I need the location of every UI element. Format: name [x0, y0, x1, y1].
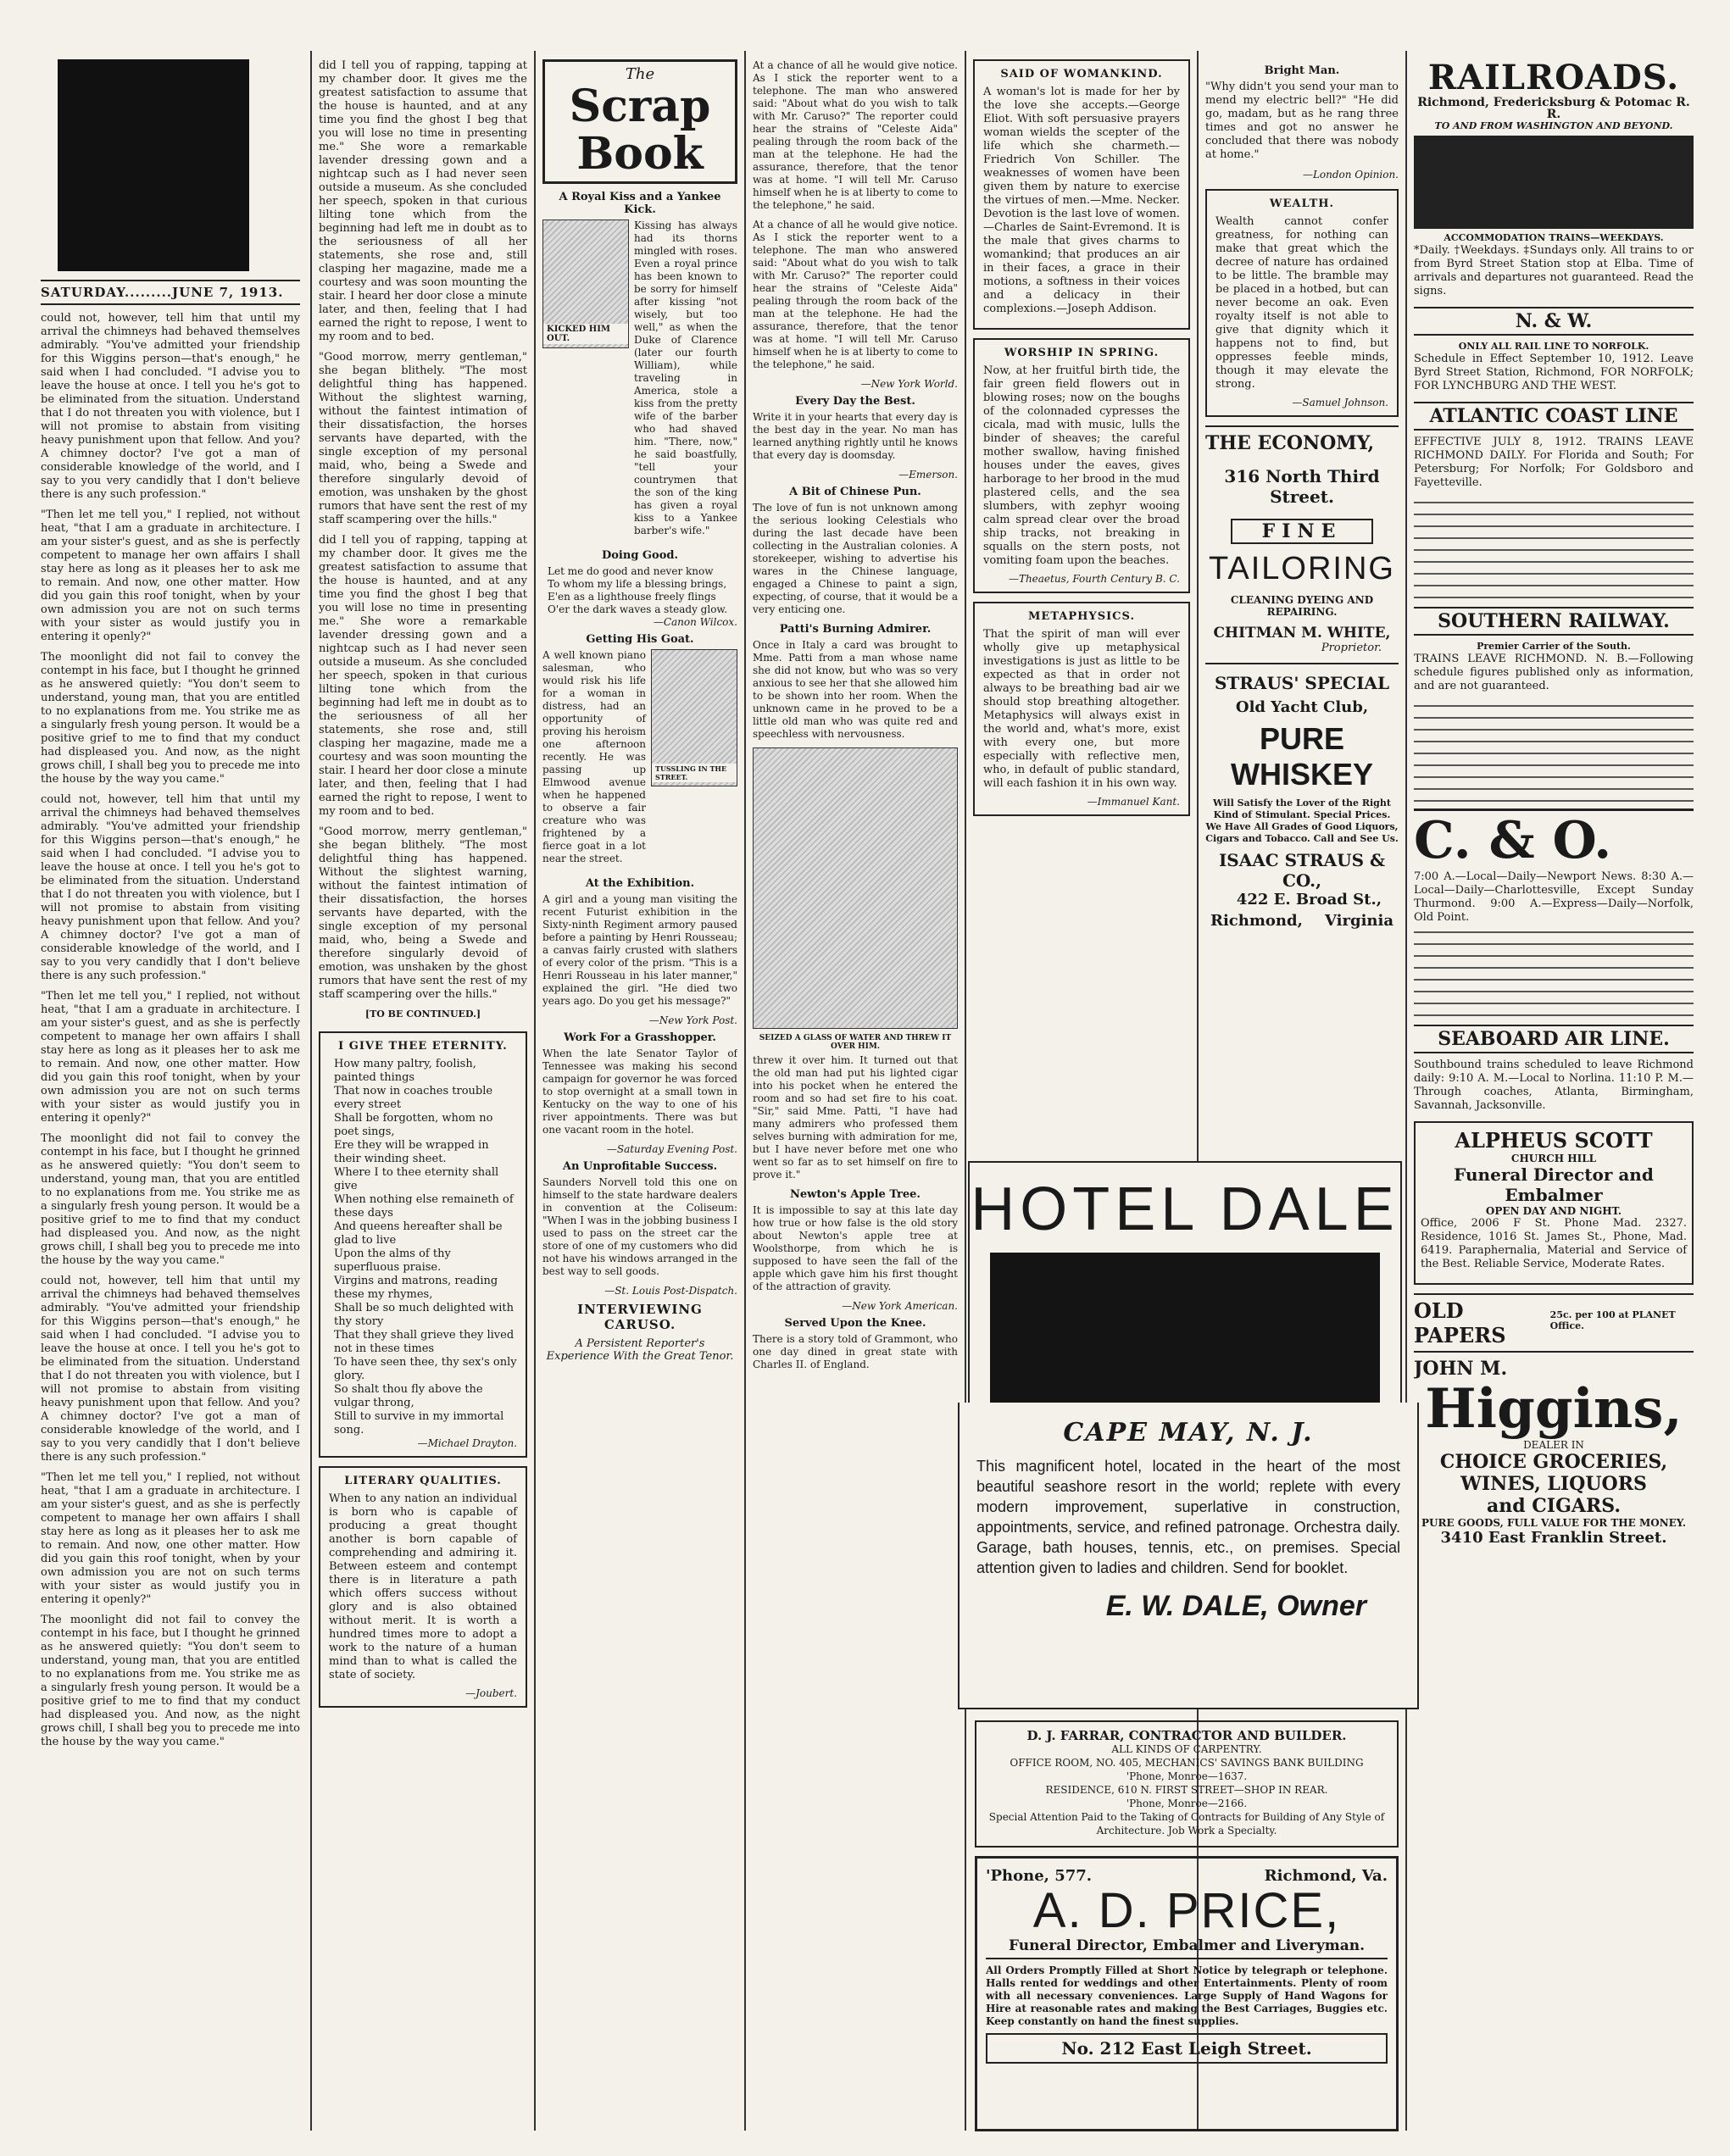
- article-headline: Served Upon the Knee.: [784, 1317, 926, 1330]
- article-text: Saunders Norvell told this one on himself to the state hardware dealers in convention at the Coliseum: "When I was in the jobbing business I used to pass on the street car the store of one of my customers who did not have his windows arranged in the best way to sell goods.: [542, 1176, 737, 1277]
- price-name: A. D. PRICE,: [1032, 1883, 1341, 1938]
- sal-heading: SEABOARD AIR LINE.: [1414, 1025, 1694, 1053]
- hotel-name: HOTEL DALE: [971, 1175, 1399, 1243]
- rfp-name: Richmond, Fredericksburg & Potomac R. R.: [1417, 96, 1690, 121]
- alpheus-text: Office, 2006 F St. Phone Mad. 2327. Residence, 1016 St. James St., Phone, Mad. 6419. Paraphernalia, Material and Service of the Best. Reliable Service, Moderate Rates.: [1421, 1217, 1687, 1270]
- illustration-kicked-him-out: [542, 219, 629, 348]
- pure-whiskey: PURE WHISKEY: [1230, 721, 1373, 792]
- column-rule: [965, 51, 966, 2131]
- illustration-patti: [753, 747, 958, 1029]
- farrar-line: 'Phone, Monroe—1637.: [1126, 1770, 1248, 1782]
- nw-text: Schedule in Effect September 10, 1912. Leave Byrd Street Station, Richmond, FOR NORFOLK; FOR LYNCHBURG AND THE WEST.: [1414, 353, 1694, 392]
- old-yacht-club: Old Yacht Club,: [1235, 698, 1369, 716]
- price-phone: 'Phone, 577.: [986, 1867, 1093, 1885]
- straus-ad: [1205, 663, 1399, 933]
- article-text: The love of fun is not unknown among the serious looking Celestials who during the last decade have been collecting in the Australian colonies. A storekeeper, wishing to advertise his wares in the Chinese language, engaged a Chinese to paint a sign, expecting, of course, that it would be a very enticing one.: [753, 502, 958, 615]
- straus-special: STRAUS' SPECIAL: [1214, 673, 1389, 693]
- article-attribution: —Saturday Evening Post.: [606, 1143, 737, 1155]
- illustration-tussling: [651, 649, 737, 786]
- article-text: When the late Senator Taylor of Tennessee was making his second campaign for governor he was forced to stop overnight at a small town in Kentucky on the way to one of his river appointments. There was but one vacant room in the hotel.: [542, 1047, 737, 1136]
- sal-text: Southbound trains scheduled to leave Richmond daily: 9:10 A. M.—Local to Norlina. 11:10 P. M.—Through coaches, Atlanta, Birmingham, Savannah, Jacksonville.: [1414, 1059, 1694, 1112]
- article-headline: Bright Man.: [1264, 64, 1340, 77]
- alpheus-scott-ad: [1414, 1121, 1694, 1285]
- literary-text: When to any nation an individual is born who is capable of producing a great thought another is born capable of comprehending and admiring it. Between esteem and contempt there is in literature a path which offers success without glory and is also obtained without merit. It is worth a hundred times more to adopt a work to the nature of a human mind than to what is called the state of society.: [329, 1492, 517, 1681]
- column-rule: [534, 51, 536, 2131]
- wealth-title: WEALTH.: [1269, 197, 1335, 210]
- article-text: Once in Italy a card was brought to Mme. Patti from a man whose name she did not know, but who was so very anxious to see her that she allowed him to be shown into her room. When the unknown came in he proved to be a little old man who was quite red and speechless with nervousness.: [753, 639, 958, 740]
- article-headline: Doing Good.: [601, 549, 678, 562]
- article-text: Write it in your hearts that every day is the best day in the year. No man has learned anything rightly until he knows that every day is doomsday.: [753, 411, 958, 461]
- column-rule: [744, 51, 746, 2131]
- article-attribution: —St. Louis Post-Dispatch.: [604, 1285, 737, 1297]
- to-be-continued: [TO BE CONTINUED.]: [364, 1009, 481, 1020]
- farrar-line: RESIDENCE, 610 N. FIRST STREET—SHOP IN REAR.: [1045, 1784, 1328, 1796]
- story-paragraph: did I tell you of rapping, tapping at my chamber door. It gives me the greatest satisfaction to assume that the house is haunted, and at any time you find the ghost I beg that you will lose no time in presenting me." She wore a remarkable lavender dressing gown and a nightcap such as I had never seen outside a museum. As she concluded her speech, spoken in that curious lilting tone which from the beginning had left me in doubt as to the seriousness of all her statements, she rose and, still clasping her magazine, made me a courtesy and was soon mounting the stair. I heard her door close a minute later, and then, feeling that I had earned the right to repose, I went to my room and to bed.: [319, 534, 527, 818]
- column-5: [973, 59, 1190, 1153]
- whiskey-note: Will Satisfy the Lover of the Right Kind of Stimulant. Special Prices. We Have All Grades of Good Liquors, Cigars and Tobacco. Call and See Us.: [1205, 797, 1399, 844]
- alpheus-open: OPEN DAY AND NIGHT.: [1485, 1205, 1622, 1217]
- story-paragraph: "Then let me tell you," I replied, not without heat, "that I am a graduate in architecture. I am your sister's guest, and as she is perfectly competent to manage her own affairs I shall stay here as long as it pleases her to ask me to remain. And now, one other matter. How did you gain this roof tonight, when by your own admission you are not on such terms with your sister as would justify you in entering it openly?": [41, 508, 300, 643]
- metaphysics-box: [973, 602, 1190, 816]
- poem-title: I GIVE THEE ETERNITY.: [338, 1040, 508, 1053]
- southern-text: TRAINS LEAVE RICHMOND. N. B.—Following schedule figures published only as information, and are not guaranteed.: [1414, 653, 1694, 692]
- story-paragraph: "Then let me tell you," I replied, not without heat, "that I am a graduate in architecture. I am your sister's guest, and as she is perfectly competent to manage her own affairs I shall stay here as long as it pleases her to ask me to remain. And now, one other matter. How did you gain this roof tonight, when by your own admission you are not on such terms with your sister as would justify you in entering it openly?": [41, 990, 300, 1125]
- column-4: [753, 59, 958, 2131]
- southern-subtitle: Premier Carrier of the South.: [1477, 641, 1631, 652]
- price-text: All Orders Promptly Filled at Short Notice by telegraph or telephone. Halls rented for weddings and other Entertainments. Plenty of room with all necessary conveniences. Large Supply of Hand Wagons for Hire at reasonable rates and making the Best Carriages, Buggies etc. Keep constantly on hand the finest supplies.: [986, 1964, 1388, 2027]
- higgins-first: JOHN M.: [1414, 1358, 1508, 1380]
- farrar-line: 'Phone, Monroe—2166.: [1126, 1798, 1248, 1809]
- straus-company: ISAAC STRAUS & CO.,: [1218, 850, 1386, 891]
- column-6: [1205, 59, 1399, 1153]
- co-schedule: [1414, 931, 1694, 1016]
- worship-box: [973, 338, 1190, 593]
- southern-schedule: [1414, 700, 1694, 802]
- alpheus-name: ALPHEUS SCOTT: [1455, 1128, 1653, 1153]
- article-headline: Patti's Burning Admirer.: [779, 623, 932, 636]
- higgins-pure: PURE GOODS, FULL VALUE FOR THE MONEY.: [1421, 1517, 1686, 1529]
- article-attribution: —Emerson.: [898, 469, 958, 481]
- price-title: Funeral Director, Embalmer and Liveryman.: [986, 1937, 1388, 1959]
- article-text: "Why didn't you send your man to mend my electric bell?" "He did go, madam, but as he rang three times and got no answer he concluded that there was nobody at home.": [1205, 81, 1399, 161]
- hotel-owner: E. W. DALE, Owner: [1105, 1590, 1366, 1622]
- masthead-title: Scrap Book: [569, 81, 711, 180]
- column-1: [41, 59, 300, 2131]
- poem-attribution: —Michael Drayton.: [417, 1437, 517, 1449]
- co-heading: C. & O.: [1414, 808, 1694, 870]
- story-paragraph: The moonlight did not fail to convey the contempt in his face, but I thought he grinned as he answered quietly: "You don't seem to understand, young man, that you are entitled to no explanations from me. You strike me as a singularly fresh young person. It would be a positive grief to me to find that my conduct had displeased you. And now, as the night grows chill, I shall beg you to precede me into the house by the way you came.": [41, 1132, 300, 1267]
- illustration-caption: TUSSLING IN THE STREET.: [652, 764, 737, 782]
- price-city: Richmond, Va.: [1264, 1867, 1388, 1885]
- metaphysics-title: METAPHYSICS.: [1028, 610, 1135, 623]
- old-papers-note: 25c. per 100 at PLANET Office.: [1549, 1309, 1676, 1331]
- article-attribution: —New York American.: [842, 1300, 958, 1312]
- straus-city: Richmond,: [1210, 912, 1303, 930]
- article-text: threw it over him. It turned out that the old man had put his lighted cigar into his pocket when he entered the room and so had set fire to his coat. "Sir," said Mme. Patti, "I have had many admirers who professed them selves burning with admiration for me, but I have never before met one who went so far as to set himself on fire to prove it.": [753, 1054, 958, 1181]
- article-headline: A Bit of Chinese Pun.: [789, 486, 921, 498]
- farrar-line: Special Attention Paid to the Taking of Contracts for Building of Any Style of Architecture. Job Work a Specialty.: [988, 1811, 1385, 1836]
- tailoring-label: TAILORING: [1209, 551, 1395, 586]
- worship-text: Now, at her fruitful birth tide, the fair green field flowers out in blowing roses; now on the boughs of the colonnaded cypresses the cicala, mad with music, lulls the binder of sheaves; the careful mother swallow, having finished houses under the eaves, gives harborage to her brood in the mud plastered cells, and the sea slumbers, with zephyr wooing calm spread clear over the broad ship tracks, not breaking in squalls on the stern posts, not vomiting foam upon the beaches.: [983, 364, 1180, 567]
- article-headline: At the Exhibition.: [585, 877, 695, 890]
- co-text: 7:00 A.—Local—Daily—Newport News. 8:30 A.—Local—Daily—Charlottesville, Except Sunday Thurmond. 9:00 A.—Express—Daily—Norfolk, Old Point.: [1414, 870, 1694, 924]
- literary-attribution: —Joubert.: [465, 1687, 517, 1699]
- column-rule: [310, 51, 312, 2131]
- poem-attribution: —Canon Wilcox.: [653, 616, 737, 628]
- article-headline: Work For a Grasshopper.: [564, 1031, 716, 1044]
- column-7: [1414, 59, 1694, 2131]
- literary-title: LITERARY QUALITIES.: [344, 1475, 502, 1487]
- hotel-dale-lower: [958, 1403, 1419, 1709]
- wealth-box: [1205, 189, 1399, 417]
- accommodation-heading: ACCOMMODATION TRAINS—WEEKDAYS.: [1444, 232, 1664, 243]
- story-paragraph: could not, however, tell him that until my arrival the chimneys had behaved themselves admirably. "You've admitted your friendship for this Wiggins person—that's enough," he said when I had concluded. "I advise you to leave the house at once. I tell you he's got to be eliminated from the situation. Understand that I do not threaten you with violence, but I will not promise to abstain from visiting heavy punishment upon that fellow. And you? A chimney doctor? I've got a man of considerable knowledge of the world, and I say to you very candidly that I don't believe there is any such profession.": [41, 793, 300, 982]
- higgins-ad: [1414, 1353, 1694, 1547]
- column-rule: [1405, 51, 1407, 2131]
- acl-text: EFFECTIVE JULY 8, 1912. TRAINS LEAVE RICHMOND DAILY. For Florida and South; For Petersburg; For Norfolk; For Goldsboro and Fayetteville.: [1414, 436, 1694, 489]
- article-headline: Every Day the Best.: [795, 395, 915, 408]
- price-ad: [975, 1856, 1399, 2131]
- article-headline: Getting His Goat.: [586, 633, 694, 646]
- story-paragraph: The moonlight did not fail to convey the contempt in his face, but I thought he grinned as he answered quietly: "You don't seem to understand, young man, that you are entitled to no explanations from me. You strike me as a singularly fresh young person. It would be a positive grief to me to find that my conduct had displeased you. And now, as the night grows chill, I shall beg you to precede me into the house by the way you came.": [41, 651, 300, 786]
- proprietor-name: CHITMAN M. WHITE,: [1213, 625, 1391, 642]
- masthead-the: The: [625, 65, 655, 83]
- article-subhead: A Persistent Reporter's Experience With the Great Tenor.: [546, 1337, 734, 1363]
- article-headline: A Royal Kiss and a Yankee Kick.: [559, 191, 721, 216]
- poem-text: Let me do good and never know To whom my life a blessing brings, E'en as a lighthouse freely flings O'er the dark waves a steady glow.: [548, 565, 728, 615]
- price-address: No. 212 East Leigh Street.: [986, 2033, 1388, 2064]
- rfp-subtitle: TO AND FROM WASHINGTON AND BEYOND.: [1434, 120, 1673, 131]
- story-paragraph: The moonlight did not fail to convey the contempt in his face, but I thought he grinned as he answered quietly: "You don't seem to understand, young man, that you are entitled to no explanations from me. You strike me as a singularly fresh young person. It would be a positive grief to me to find that my conduct had displeased you. And now, as the night grows chill, I shall beg you to precede me into the house by the way you came.": [41, 1614, 300, 1748]
- damaged-ink-area: [58, 59, 249, 271]
- fine-label: FINE: [1231, 519, 1373, 544]
- column-3: [542, 59, 737, 2131]
- higgins-cigars: and CIGARS.: [1487, 1495, 1621, 1517]
- old-papers-label: OLD PAPERS: [1414, 1298, 1506, 1348]
- story-paragraph: "Good morrow, merry gentleman," she began blithely. "The most delightful thing has happened. Without the slightest warning, without the faintest intimation of their dissatisfaction, the horses servants have departed, with the single exception of my personal maid, who, being a Swede and therefore singularly devoid of emotion, was unshaken by the ghost rumors that have sent the rest of my staff scampering over the hills.": [319, 351, 527, 526]
- worship-attribution: —Theaetus, Fourth Century B. C.: [1008, 573, 1180, 585]
- hotel-description: This magnificent hotel, located in the heart of the most beautiful seashore resort in the world; replete with every modern improvement, superlative in construction, appointments, service, and refined patronage. Orchestra daily. Garage, bath houses, tennis, etc., on premises. Special attention given to ladies and children. Send for booklet.: [976, 1458, 1400, 1576]
- alpheus-funeral: Funeral Director and Embalmer: [1454, 1164, 1654, 1205]
- old-papers-ad: [1414, 1293, 1694, 1353]
- acl-heading: ATLANTIC COAST LINE: [1414, 402, 1694, 431]
- proprietor-label: Proprietor.: [1321, 642, 1382, 654]
- straus-state: Virginia: [1325, 912, 1393, 930]
- scrap-book-masthead: [542, 59, 737, 184]
- column-2: [319, 59, 527, 2131]
- economy-ad: [1205, 425, 1399, 654]
- article-text: At a chance of all he would give notice. As I stick the reporter went to a telephone. The man who answered said: "About what do you wish to talk with Mr. Caruso?" The reporter could hear the strains of "Celeste Aida" pealing through the room back of the man at the telephone. He had the assurance, therefore, that the tenor was at home. "I will tell Mr. Caruso himself when he is at liberty to come to the telephone," he said.: [753, 59, 958, 211]
- farrar-title: D. J. FARRAR, CONTRACTOR AND BUILDER.: [1026, 1728, 1347, 1743]
- farrar-ad: [975, 1720, 1399, 1848]
- story-paragraph: could not, however, tell him that until my arrival the chimneys had behaved themselves admirably. "You've admitted your friendship for this Wiggins person—that's enough," he said when I had concluded. "I advise you to leave the house at once. I tell you he's got to be eliminated from the situation. Understand that I do not threaten you with violence, but I will not promise to abstain from visiting heavy punishment upon that fellow. And you? A chimney doctor? I've got a man of considerable knowledge of the world, and I say to you very candidly that I don't believe there is any such profession.": [41, 312, 300, 501]
- higgins-dealer: DEALER IN: [1523, 1439, 1584, 1451]
- straus-address: 422 E. Broad St.,: [1236, 891, 1382, 909]
- article-attribution: —London Opinion.: [1302, 169, 1399, 181]
- article-text: There is a story told of Grammont, who one day dined in great state with Charles II. of England.: [753, 1333, 958, 1370]
- hotel-location: CAPE MAY, N. J.: [1063, 1418, 1314, 1448]
- wealth-text: Wealth cannot confer greatness, for nothing can make that great which the decree of nature has ordained to be little. The bramble may be placed in a hotbed, but can never become an oak. Even royalty itself is not able to give that dignity which it happens not to find, but oppresses feeble minds, though it may elevate the strong.: [1215, 215, 1388, 391]
- southern-heading: SOUTHERN RAILWAY.: [1414, 607, 1694, 636]
- farrar-line: OFFICE ROOM, NO. 405, MECHANICS' SAVINGS BANK BUILDING: [1010, 1757, 1364, 1769]
- story-paragraph: could not, however, tell him that until my arrival the chimneys had behaved themselves admirably. "You've admitted your friendship for this Wiggins person—that's enough," he said when I had concluded. "I advise you to leave the house at once. I tell you he's got to be eliminated from the situation. Understand that I do not threaten you with violence, but I will not promise to abstain from visiting heavy punishment upon that fellow. And you? A chimney doctor? I've got a man of considerable knowledge of the world, and I say to you very candidly that I don't believe there is any such profession.": [41, 1275, 300, 1464]
- article-text: Kissing has always had its thorns mingled with roses. Even a royal prince has been known to be sorry for himself after kissing "not wisely, but too well," as when the Duke of Clarence (later our fourth William), while traveling in America, stole a kiss from the pretty wife of the barber who had shaved him. "There, now," he said boastfully, "tell your countrymen that the son of the king has given a royal kiss to a Yankee barber's wife.": [634, 219, 737, 536]
- worship-title: WORSHIP IN SPRING.: [1004, 347, 1160, 359]
- higgins-name: Higgins,: [1425, 1377, 1683, 1441]
- cleaning-label: CLEANING DYEING AND REPAIRING.: [1230, 594, 1374, 618]
- article-attribution: —New York World.: [860, 378, 958, 390]
- article-text: It is impossible to say at this late day how true or how false is the old story about Newton's apple tree at Woolsthorpe, from which he is supposed to have seen the fall of the apple which gave him his first thought of the attraction of gravity.: [753, 1204, 958, 1292]
- story-paragraph: "Then let me tell you," I replied, not without heat, "that I am a graduate in architecture. I am your sister's guest, and as she is perfectly competent to manage her own affairs I shall stay here as long as it pleases her to ask me to remain. And now, one other matter. How did you gain this roof tonight, when by your own admission you are not on such terms with your sister as would justify you in entering it openly?": [41, 1471, 300, 1606]
- nw-subtitle: ONLY ALL RAIL LINE TO NORFOLK.: [1458, 341, 1649, 352]
- article-headline: Newton's Apple Tree.: [790, 1188, 921, 1201]
- article-text: At a chance of all he would give notice. As I stick the reporter went to a telephone. The man who answered said: "About what do you wish to talk with Mr. Caruso?" The reporter could hear the strains of "Celeste Aida" pealing through the room back of the man at the telephone. He had the assurance, therefore, that the tenor was at home. "I will tell Mr. Caruso himself when he is at liberty to come to the telephone," he said.: [753, 219, 958, 370]
- illustration-caption: KICKED HIM OUT.: [543, 324, 628, 344]
- acl-schedule: [1414, 497, 1694, 598]
- wealth-attribution: —Samuel Johnson.: [1292, 397, 1388, 408]
- literary-qualities-box: [319, 1466, 527, 1708]
- article-attribution: —New York Post.: [648, 1014, 737, 1026]
- church-hill: CHURCH HILL: [1510, 1153, 1597, 1164]
- article-text: A well known piano salesman, who would risk his life for a woman in distress, had an opportunity of proving his heroism one afternoon recently. He was passing up Elmwood avenue when he happened to observe a fair creature who was frightened by a fierce goat in a lot near the street.: [542, 649, 646, 864]
- article-headline: INTERVIEWING CARUSO.: [577, 1302, 703, 1332]
- poem-text: How many paltry, foolish, painted things That now in coaches trouble every street Shall be forgotten, whom no poet sings, Ere they will be wrapped in their winding sheet. Where I to thee eternity shall give When nothing else remaineth of these days And queens hereafter shall be glad to live Upon the alms of thy superfluous praise. Virgins and matrons, reading these my rhymes, Shall be so much delighted with thy story That they shall grieve they lived not in these times To have seen thee, thy sex's only glory. So shalt thou fly above the vulgar throng, Still to survive in my immortal song.: [334, 1058, 517, 1436]
- womankind-box: [973, 59, 1190, 330]
- story-paragraph: "Good morrow, merry gentleman," she began blithely. "The most delightful thing has happened. Without the slightest warning, without the faintest intimation of their dissatisfaction, the horses servants have departed, with the single exception of my personal maid, who, being a Swede and therefore singularly devoid of emotion, was unshaken by the ghost rumors that have sent the rest of my staff scampering over the hills.": [319, 825, 527, 1001]
- metaphysics-attribution: —Immanuel Kant.: [1087, 796, 1180, 808]
- metaphysics-text: That the spirit of man will ever wholly give up metaphysical investigations is just as little to be expected as that in order not always to be breathing bad air we should stop breathing altogether. Metaphysics will always exist in the world and, what's more, exist with every one, but more especially with reflective men, who, in default of public standard, will each fashion it in his own way.: [983, 628, 1180, 790]
- higgins-groceries: CHOICE GROCERIES,: [1439, 1451, 1668, 1473]
- nw-heading: N. & W.: [1414, 307, 1694, 336]
- dateline: SATURDAY.........JUNE 7, 1913.: [41, 280, 300, 305]
- article-text: A girl and a young man visiting the recent Futurist exhibition in the Sixty-ninth Regiment armory paused before a painting by Henri Rousseau; a canvas fairly crusted with slathers of every color of the prism. "This is a Henri Rousseau in his later manner," explained the girl. "He died two years ago. Do you get his message?": [542, 893, 737, 1007]
- article-headline: An Unprofitable Success.: [562, 1160, 718, 1173]
- womankind-text: A woman's lot is made for her by the love she accepts.—George Eliot. With soft persuasive prayers woman wields the scepter of the life which she charmeth.—Friedrich Von Schiller. The weaknesses of women have been given them by nature to exercise the virtues of men.—Mme. Necker. Devotion is the last love of women.—Charles de Saint-Evremond. It is the male that gives charms to womankind; that produces an air in their faces, a grace in their motions, a softness in their voices and a delicacy in their complexions.—Joseph Addison.: [983, 86, 1180, 315]
- higgins-address: 3410 East Franklin Street.: [1440, 1529, 1667, 1547]
- womankind-title: SAID OF WOMANKIND.: [1000, 68, 1163, 81]
- illustration-caption: SEIZED A GLASS OF WATER AND THREW IT OVER HIM.: [759, 1034, 952, 1051]
- farrar-line: ALL KINDS OF CARPENTRY.: [1111, 1743, 1262, 1755]
- economy-name: THE ECONOMY,: [1205, 432, 1375, 454]
- rfp-note: *Daily. †Weekdays. ‡Sundays only. All trains to or from Byrd Street Station stop at Elba. Time of arrivals and departures not guaranteed. Read the signs.: [1414, 244, 1694, 297]
- higgins-wines: WINES, LIQUORS: [1460, 1473, 1647, 1495]
- poem-box: [319, 1031, 527, 1458]
- economy-address: 316 North Third Street.: [1224, 466, 1380, 507]
- rfp-timetable: [1414, 136, 1694, 229]
- railroads-heading: RAILROADS.: [1427, 59, 1680, 97]
- story-paragraph: did I tell you of rapping, tapping at my chamber door. It gives me the greatest satisfaction to assume that the house is haunted, and at any time you find the ghost I beg that you will lose no time in presenting me." She wore a remarkable lavender dressing gown and a nightcap such as I had never seen outside a museum. As she concluded her speech, spoken in that curious lilting tone which from the beginning had left me in doubt as to the seriousness of all her statements, she rose and, still clasping her magazine, made me a courtesy and was soon mounting the stair. I heard her door close a minute later, and then, feeling that I had earned the right to repose, I went to my room and to bed.: [319, 59, 527, 343]
